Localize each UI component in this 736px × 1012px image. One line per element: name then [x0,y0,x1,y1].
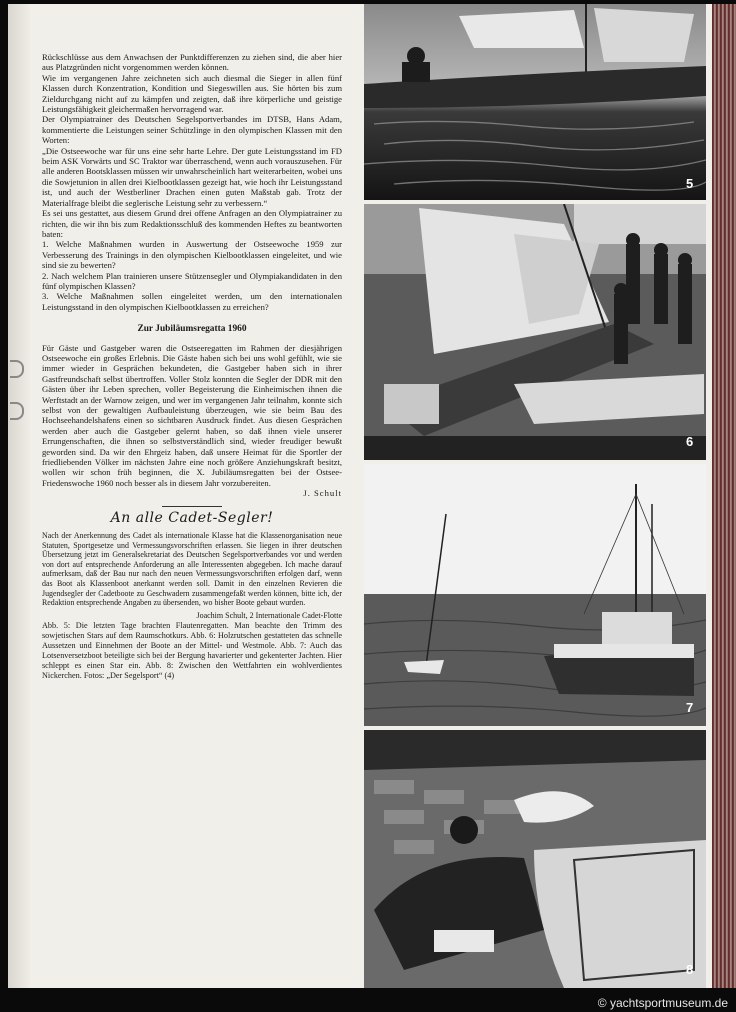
notice-signature: Joachim Schult, 2 Internationale Cadet-Flotte [196,610,342,620]
watermark: © yachtsportmuseum.de [597,996,728,1010]
binder-ring-icon [10,360,24,378]
article-paragraph: Wie im vergangenen Jahre zeichneten sich auch diesmal die Sieger in allen fünf Klassen durch Konzentration, Kondition und Siegeswillen aus. Sie hörten bis zum Zieldurchgang nicht auf zu kämpfen und zeigten, daß ihre körperliche und geistige Leistungsfähigkeit gleichermaßen hervorragend war. [42,72,342,115]
photo-number: 5 [686,176,694,191]
photo-column [364,4,712,988]
question-list [42,239,342,312]
binder-margin [8,4,30,988]
question-item: 3. Welche Maßnahmen sollen eingeleitet werden, um den internationalen Leistungsstand in den olympischen Kielbootklassen zu erreichen? [42,291,342,312]
article-paragraph: Für Gäste und Gastgeber waren die Ostseeregatten im Rahmen der diesjährigen Ostseewoche ein großes Erlebnis. Die Gäste haben sich bei uns wohl gefühlt, wie sie immer wieder in Gesprächen bekundeten, die Gastgeber haben sich in ihrer Gastfreundschaft selbst übertroffen. Voller Stolz konnten die Segler der DDR mit den Gästen über ihr Leben sprechen, voller Begeisterung die Einheimischen ihnen die Werftstadt an der Warnow zeigen, und wer im vergangenen Jahr teilnahm, konnte sich selbst von der gewaltigen Aufbauleistung überzeugen, wie sie beim Bau des Hochseehandelshafens einen so sichtbaren Ausdruck findet. Aus diesen Gesprächen werden aber auch die Gastgeber gelernt haben, so daß ihnen viele unserer Errungenschaften, die ihnen so selbstverständlich sind, wieder freudiger bewußt geworden sind. Da wir den Ehrgeiz haben, daß unsere Heimat für die Sportler der friedliebenden Völker im nächsten Jahre eine noch größere Anziehungskraft besitzt, wollen wir schon früh beginnen, die X. Jubiläumsregatten bei der Ostsee-Friedenswoche 1960 noch besser als in diesem Jahr vorzubereiten. [42,342,342,488]
author-signature: J. Schult [303,488,342,499]
question-item: 1. Welche Maßnahmen wurden in Auswertung der Ostseewoche 1959 zur Verbesserung des Trainings in den olympischen Kielbootklassen eingeleitet, und wie sind sie zu bewerten? [42,239,342,271]
section-heading: Zur Jubiläumsregatta 1960 [137,324,247,335]
photo-number: 8 [686,962,694,977]
notice-body: Nach der Anerkennung des Cadet als internationale Klasse hat die Klassenorganisation neue Statuten, Sportgesetze und Vermessungsvorschriften erlassen. Sie liegen in ihrer deutschen Übersetzung jetzt im Generalsekretariat des Deutschen Segelsportverbandes vor und werden von dort auf entsprechende Anforderung an alle Interessenten abgegeben. Ich mache darauf aufmerksam, daß der Bau nur nach den neuen Vermessungsvorschriften erfolgen darf, wenn das Boot als Klassenboot anerkannt werden soll. Damit in den einzelnen Revieren die Jugendsegler der Cadetboote zu Geschwadern zusammengefaßt werden können, bitte ich, der Redaktion entsprechende Angaben zu übersenden, wo bisher Boote gebaut wurden. [42,531,342,608]
article-paragraph: Es sei uns gestattet, aus diesem Grund drei offene Anfragen an den Olympiatrainer zu richten, die wir ihn bis zum Redaktionsschluß des kommenden Heftes zu beantworten baten: [42,208,342,239]
pilot-boat-photo-icon [364,464,706,726]
article-paragraph: Der Olympiatrainer des Deutschen Segelsportverbandes im DTSB, Hans Adam, kommentierte die Leistungen seiner Schützlinge in den olympischen Klassen mit den Worten: [42,114,342,146]
photo-captions: Abb. 5: Die letzten Tage brachten Flautenregatten. Man beachte den Trimm des sowjetischen Stars auf dem Raumschotkurs. Abb. 6: Holzrutschen gestatteten das schnelle Aussetzen und Einnehmen der Boote an der Mittel- und Westmole. Abb. 7: Auch das Lotsenversetzboot beteiligte sich bei der Bergung havarierter und gekenterter Jachten. Hier schleppt es einen Star ein. Abb. 8: Zwischen den Wettfahrten ein wohlverdientes Nickerchen. Fotos: „Der Segelsport“ (4) [42,621,342,681]
photo-5 [364,4,706,200]
question-item: 2. Nach welchem Plan trainieren unsere Stützensegler und Olympiakandidaten in den fünf olympischen Klassen? [42,270,342,291]
book-spine [712,4,736,988]
trainer-quote: „Die Ostseewoche war für uns eine sehr harte Lehre. Der gute Leistungsstand im FD beim ASK Vorwärts und SC Traktor war überraschend, wenn auch vorauszusehen. Für alle anderen Bootsklassen müssen wir unwahrscheinlich hart weiterarbeiten, wobei uns die Sowjetunion in allen drei Kielbootklassen gezeigt hat, wie hoch ihr Leistungsstand ist, und auch der Westberliner Drachen einen guten Maßstab gab. Trotz der Materialfrage bleibt die seglerische Leistung sehr zu verbessern.“ [42,145,342,208]
photo-number: 6 [686,434,694,449]
photo-8 [364,730,706,988]
notice-heading: An alle Cadet-Segler! [110,509,274,526]
resting-sailor-photo-icon [364,730,706,988]
sailboat-photo-icon [364,4,706,200]
photo-7 [364,464,706,726]
binder-ring-icon [10,402,24,420]
boat-slip-photo-icon [364,204,706,460]
photo-6 [364,204,706,460]
divider [162,506,222,507]
article-paragraph: Rückschlüsse aus dem Anwachsen der Punktdifferenzen zu ziehen sind, die aber hier aus Platzgründen nicht vorgenommen werden können. [42,52,342,73]
magazine-page [8,4,712,988]
article-column [42,52,342,681]
photo-number: 7 [686,700,694,715]
